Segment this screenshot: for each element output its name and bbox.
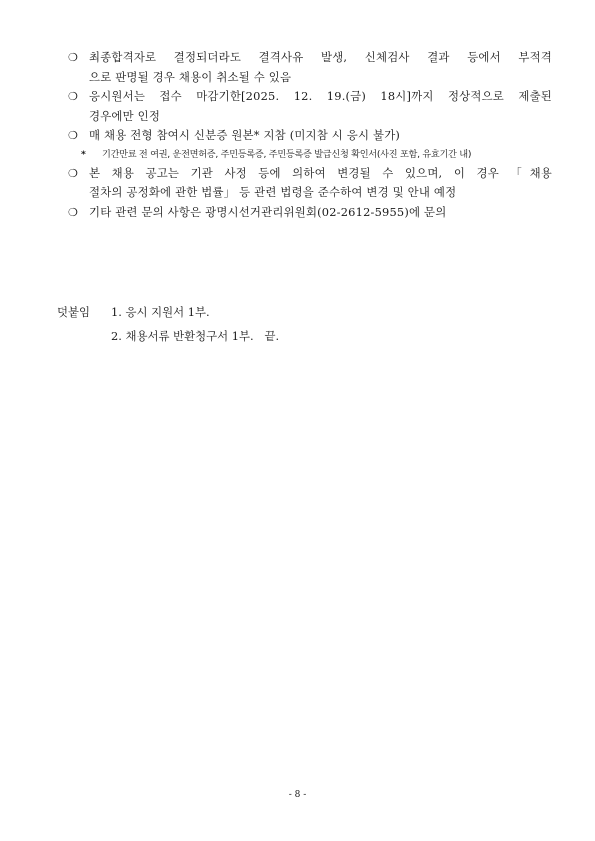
list-item-text: 경우에만 인정 bbox=[89, 108, 161, 123]
notice-list bbox=[68, 48, 552, 222]
attachments-section bbox=[57, 300, 537, 348]
attachment-item: 1. 응시 지원서 1부. bbox=[111, 305, 210, 319]
id-card-footnote bbox=[78, 146, 552, 164]
list-item-text: 본 채용 공고는 기관 사정 등에 의하여 변경될 수 있으며, 이 경우 「채용 bbox=[89, 165, 552, 180]
list-item-text: 절차의 공정화에 관한 법률」 등 관련 법령을 준수하여 변경 및 안내 예정 bbox=[89, 185, 457, 199]
list-item-inquiry bbox=[68, 203, 552, 223]
list-item-deadline bbox=[68, 87, 552, 126]
list-item-text: 응시원서는 접수 마감기한[2025. 12. 19.(금) 18시]까지 정상적으로 제출된 bbox=[89, 89, 552, 103]
circle-bullet-icon: ❍ bbox=[68, 129, 79, 142]
list-item-text: 으로 판명될 경우 채용이 취소될 수 있음 bbox=[89, 69, 292, 84]
attachment-row bbox=[57, 324, 537, 348]
list-item-text: 기타 관련 문의 사항은 광명시선거관리위원회(02-2612-5955)에 문의 bbox=[89, 204, 447, 219]
circle-bullet-icon: ❍ bbox=[68, 51, 79, 64]
attachment-row bbox=[57, 300, 537, 324]
list-item-cancellation bbox=[68, 48, 552, 87]
footnote-text: 기간만료 전 여권, 운전면허증, 주민등록증, 주민등록증 발급신청 확인서(사진 포함, 유효기간 내) bbox=[102, 148, 472, 160]
list-item-id-card bbox=[68, 126, 552, 146]
list-item-notice-change bbox=[68, 164, 552, 203]
circle-bullet-icon: ❍ bbox=[68, 90, 79, 103]
attachments-label: 덧붙임 bbox=[57, 305, 91, 319]
list-item-text: 최종합격자로 결정되더라도 결격사유 발생, 신체검사 결과 등에서 부적격 bbox=[89, 50, 552, 64]
attachment-item: 2. 채용서류 반환청구서 1부. 끝. bbox=[111, 329, 280, 343]
asterisk-mark: * bbox=[81, 148, 86, 160]
circle-bullet-icon: ❍ bbox=[68, 166, 79, 180]
page-number: - 8 - bbox=[288, 790, 307, 800]
list-item-text: 매 채용 전형 참여시 신분증 원본* 지참 (미지참 시 응시 불가) bbox=[89, 128, 401, 142]
circle-bullet-icon: ❍ bbox=[68, 205, 79, 219]
